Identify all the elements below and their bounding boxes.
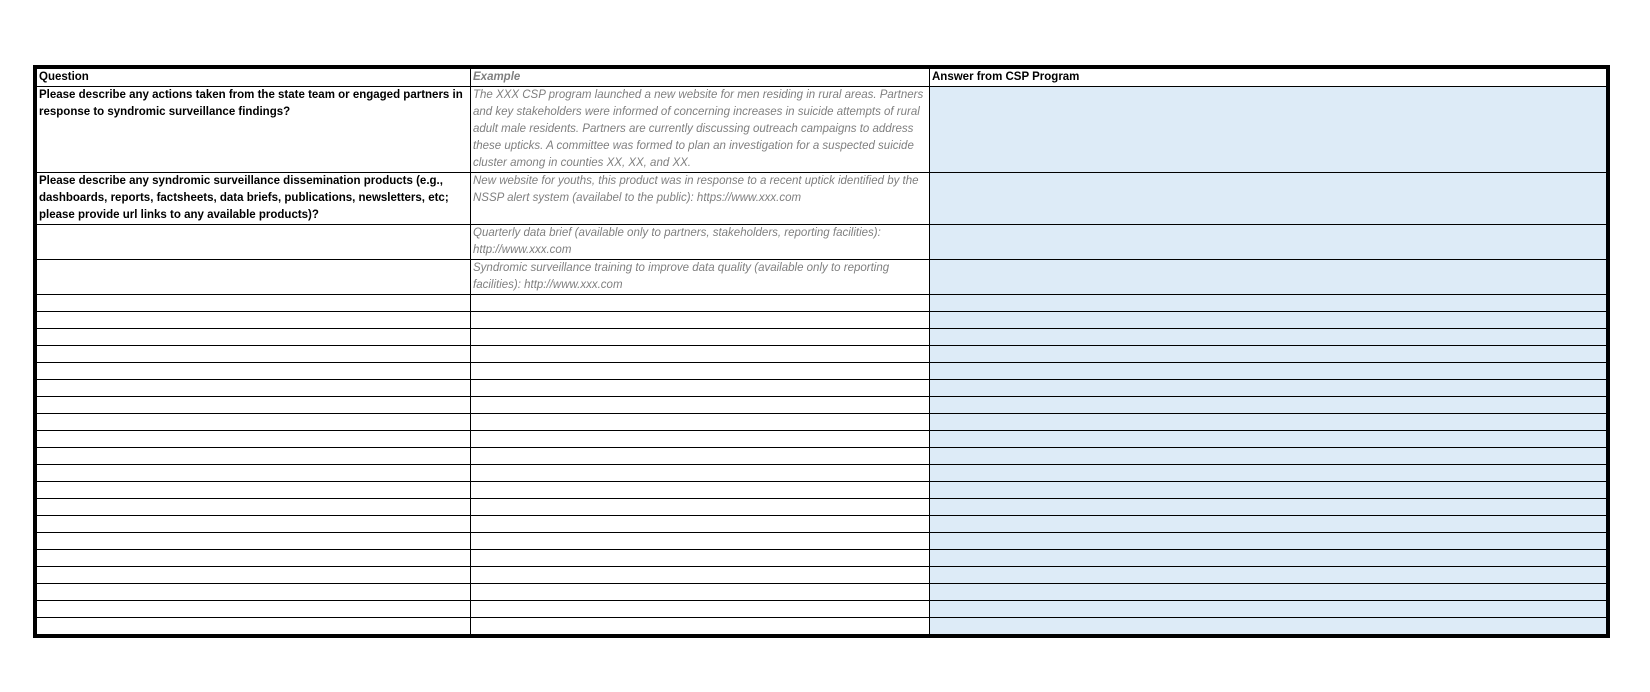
empty-row [37, 312, 1607, 329]
header-row [37, 69, 1607, 87]
example-cell: Syndromic surveillance training to improve data quality (available only to reporting facilities): http://www.xxx.com [471, 260, 930, 295]
empty-row [37, 465, 1607, 482]
example-cell: New website for youths, this product was in response to a recent uptick identified by the NSSP alert system (availabel to the public): https://www.xxx.com [471, 173, 930, 225]
question-cell [37, 260, 471, 295]
answer-cell[interactable] [930, 312, 1607, 329]
example-cell [471, 584, 930, 601]
example-cell [471, 346, 930, 363]
empty-row [37, 550, 1607, 567]
empty-row [37, 584, 1607, 601]
answer-spreadsheet [33, 65, 1610, 638]
empty-row [37, 380, 1607, 397]
example-cell [471, 414, 930, 431]
question-cell [37, 448, 471, 465]
empty-row [37, 414, 1607, 431]
answer-cell[interactable] [930, 516, 1607, 533]
example-cell: The XXX CSP program launched a new website for men residing in rural areas. Partners and key stakeholders were informed of concerning increases in suicide attempts of rural adult male residents. Partners are currently discussing outreach campaigns to address these upticks. A committee was formed to plan an investigation for a suspected suicide cluster among in counties XX, XX, and XX. [471, 87, 930, 173]
question-cell [37, 431, 471, 448]
table-row [37, 225, 1607, 260]
question-cell [37, 329, 471, 346]
example-column-header: Example [471, 69, 930, 87]
answer-cell[interactable] [930, 584, 1607, 601]
empty-row [37, 431, 1607, 448]
example-cell [471, 550, 930, 567]
answer-cell[interactable] [930, 363, 1607, 380]
example-cell [471, 516, 930, 533]
answer-cell[interactable] [930, 87, 1607, 173]
empty-row [37, 533, 1607, 550]
example-cell [471, 380, 930, 397]
example-cell [471, 533, 930, 550]
answer-cell[interactable] [930, 465, 1607, 482]
answer-cell[interactable] [930, 533, 1607, 550]
example-cell [471, 567, 930, 584]
question-cell [37, 346, 471, 363]
question-cell [37, 225, 471, 260]
answer-cell[interactable] [930, 295, 1607, 312]
question-cell [37, 482, 471, 499]
question-cell [37, 550, 471, 567]
question-cell: Please describe any actions taken from the state team or engaged partners in response to syndromic surveillance findings? [37, 87, 471, 173]
empty-row [37, 499, 1607, 516]
question-cell: Please describe any syndromic surveillance dissemination products (e.g., dashboards, reports, factsheets, data briefs, publications, newsletters, etc; please provide url links to any available products)? [37, 173, 471, 225]
answer-cell[interactable] [930, 601, 1607, 618]
example-cell: Quarterly data brief (available only to partners, stakeholders, reporting facilities): http://www.xxx.com [471, 225, 930, 260]
example-cell [471, 601, 930, 618]
example-cell [471, 295, 930, 312]
question-cell [37, 397, 471, 414]
question-cell [37, 618, 471, 635]
question-cell [37, 312, 471, 329]
empty-row [37, 482, 1607, 499]
answer-cell[interactable] [930, 397, 1607, 414]
answer-column-header: Answer from CSP Program [930, 69, 1607, 87]
empty-row [37, 346, 1607, 363]
answer-cell[interactable] [930, 414, 1607, 431]
question-cell [37, 414, 471, 431]
table-row [37, 173, 1607, 225]
question-cell [37, 533, 471, 550]
answer-cell[interactable] [930, 225, 1607, 260]
empty-row [37, 618, 1607, 635]
example-cell [471, 499, 930, 516]
answer-cell[interactable] [930, 448, 1607, 465]
question-cell [37, 601, 471, 618]
empty-row [37, 601, 1607, 618]
empty-row [37, 448, 1607, 465]
question-column-header: Question [37, 69, 471, 87]
example-cell [471, 397, 930, 414]
answer-cell[interactable] [930, 431, 1607, 448]
answer-cell[interactable] [930, 260, 1607, 295]
answer-cell[interactable] [930, 346, 1607, 363]
question-cell [37, 567, 471, 584]
answer-cell[interactable] [930, 329, 1607, 346]
question-cell [37, 363, 471, 380]
table-row [37, 87, 1607, 173]
example-cell [471, 329, 930, 346]
answer-cell[interactable] [930, 380, 1607, 397]
question-cell [37, 516, 471, 533]
example-cell [471, 431, 930, 448]
empty-row [37, 397, 1607, 414]
answer-cell[interactable] [930, 173, 1607, 225]
empty-row [37, 363, 1607, 380]
example-cell [471, 363, 930, 380]
question-cell [37, 584, 471, 601]
blank-rows [37, 295, 1607, 635]
answer-cell[interactable] [930, 550, 1607, 567]
example-cell [471, 618, 930, 635]
example-cell [471, 482, 930, 499]
answer-cell[interactable] [930, 567, 1607, 584]
question-cell [37, 499, 471, 516]
empty-row [37, 295, 1607, 312]
answer-cell[interactable] [930, 499, 1607, 516]
empty-row [37, 329, 1607, 346]
question-cell [37, 380, 471, 397]
question-cell [37, 465, 471, 482]
example-cell [471, 465, 930, 482]
empty-row [37, 516, 1607, 533]
table-row [37, 260, 1607, 295]
example-cell [471, 312, 930, 329]
answer-cell[interactable] [930, 618, 1607, 635]
question-cell [37, 295, 471, 312]
answer-cell[interactable] [930, 482, 1607, 499]
question-table [36, 68, 1607, 635]
empty-row [37, 567, 1607, 584]
example-cell [471, 448, 930, 465]
